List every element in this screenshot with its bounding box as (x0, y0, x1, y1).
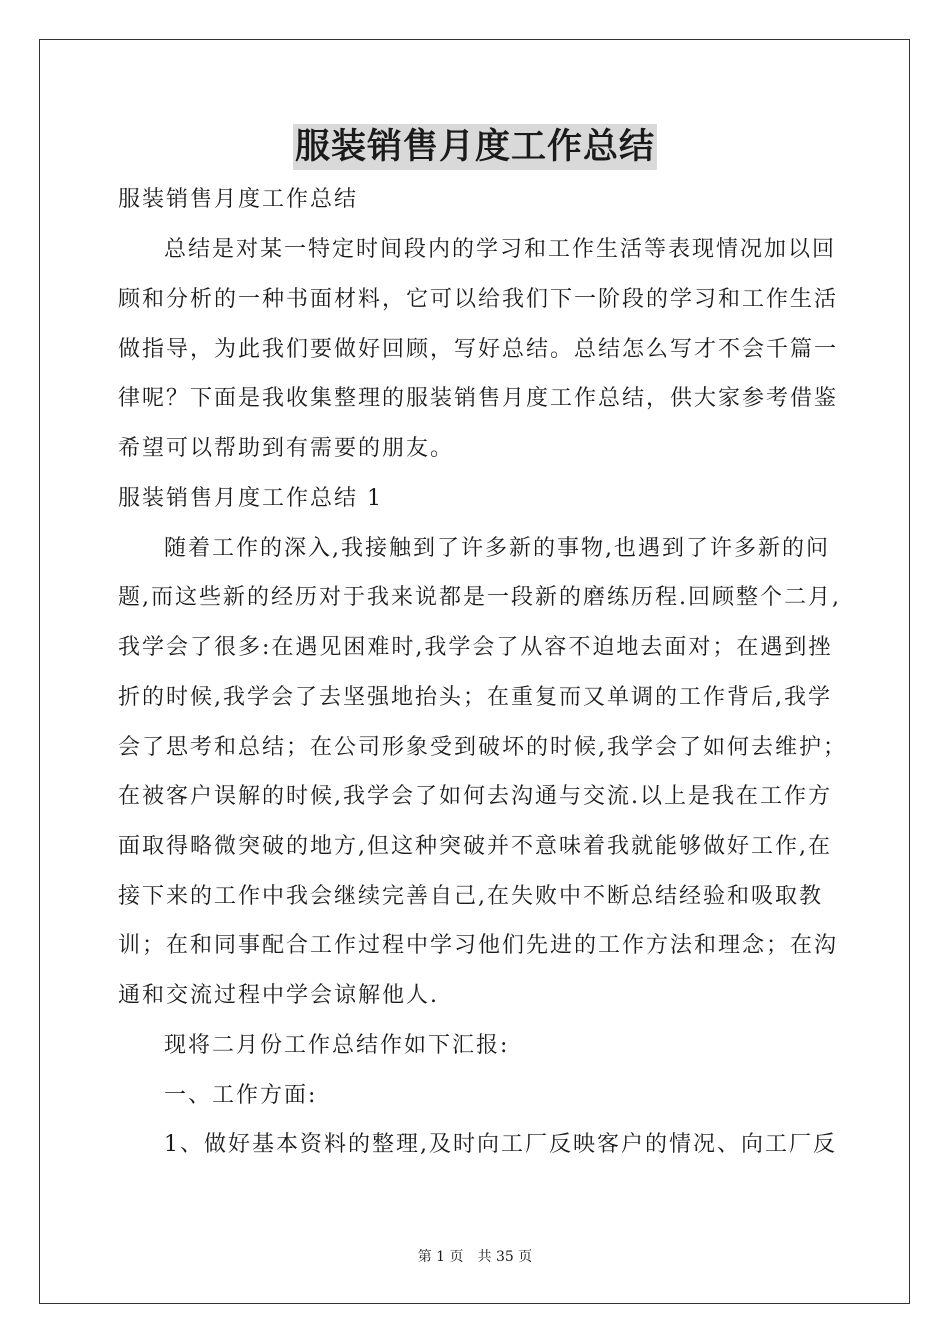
text-line: 面取得略微突破的地方,但这种突破并不意味着我就能够做好工作,在 (118, 834, 832, 859)
document-title: 服装销售月度工作总结 (293, 124, 657, 170)
text-line: 做指导，为此我们要做好回顾，写好总结。总结怎么写才不会千篇一 (118, 337, 839, 362)
text-line: 在被客户误解的时候,我学会了如何去沟通与交流.以上是我在工作方 (118, 784, 832, 809)
title-container (0, 124, 950, 170)
text-line: 希望可以帮助到有需要的朋友。 (118, 436, 455, 461)
text-line: 题,而这些新的经历对于我来说都是一段新的磨练历程.回顾整个二月, (118, 585, 841, 610)
text-line: 训；在和同事配合工作过程中学习他们先进的工作方法和理念；在沟 (118, 933, 839, 958)
text-line: 一、工作方面: (164, 1083, 318, 1108)
text-line: 顾和分析的一种书面材料，它可以给我们下一阶段的学习和工作生活 (118, 287, 839, 312)
text-line: 通和交流过程中学会谅解他人. (118, 983, 439, 1008)
text-line: 律呢？下面是我收集整理的服装销售月度工作总结，供大家参考借鉴 (118, 386, 839, 411)
text-line: 我学会了很多:在遇见困难时,我学会了从容不迫地去面对；在遇到挫 (118, 635, 833, 660)
text-line: 现将二月份工作总结作如下汇报: (164, 1033, 510, 1058)
page-border (39, 39, 910, 1304)
page-number: 第 1 页 共 35 页 (417, 1249, 533, 1265)
text-line: 会了思考和总结；在公司形象受到破坏的时候,我学会了如何去维护； (118, 735, 847, 760)
text-line: 接下来的工作中我会继续完善自己,在失败中不断总结经验和吸取教 (118, 884, 823, 909)
text-line: 总结是对某一特定时间段内的学习和工作生活等表现情况加以回 (164, 237, 837, 262)
text-line: 随着工作的深入,我接触到了许多新的事物,也遇到了许多新的问 (164, 536, 830, 561)
text-line: 折的时候,我学会了去坚强地抬头；在重复而又单调的工作背后,我学 (118, 685, 832, 710)
section-heading: 服装销售月度工作总结 1 (118, 486, 383, 511)
document-subtitle: 服装销售月度工作总结 (118, 187, 359, 212)
text-line: 1、做好基本资料的整理,及时向工厂反映客户的情况、向工厂反 (164, 1132, 837, 1157)
